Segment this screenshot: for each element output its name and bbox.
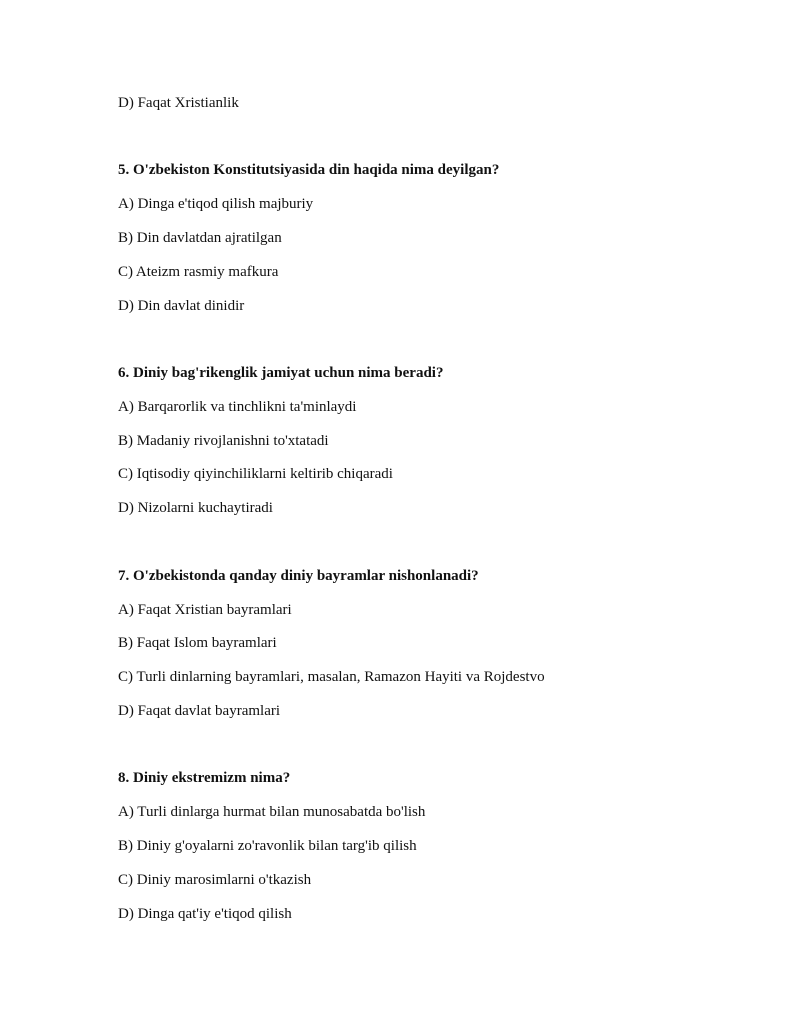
q7-option-d: D) Faqat davlat bayramlari bbox=[118, 703, 281, 719]
q8-option-b: B) Diniy g'oyalarni zo'ravonlik bilan targ'ib qilish bbox=[118, 838, 417, 854]
q6-option-a: A) Barqarorlik va tinchlikni ta'minlaydi bbox=[118, 399, 357, 415]
q6-option-c: C) Iqtisodiy qiyinchiliklarni keltirib chiqaradi bbox=[118, 466, 393, 482]
q5-option-d: D) Din davlat dinidir bbox=[118, 298, 245, 314]
q6-option-b: B) Madaniy rivojlanishni to'xtatadi bbox=[118, 433, 329, 449]
q7-option-b: B) Faqat Islom bayramlari bbox=[118, 635, 277, 651]
q8-option-a: A) Turli dinlarga hurmat bilan munosabatda bo'lish bbox=[118, 804, 426, 820]
q8-option-d: D) Dinga qat'iy e'tiqod qilish bbox=[118, 906, 292, 922]
question-5-text: 5. O'zbekiston Konstitutsiyasida din haqida nima deyilgan? bbox=[118, 162, 500, 178]
question-6-text: 6. Diniy bag'rikenglik jamiyat uchun nima beradi? bbox=[118, 365, 444, 381]
q8-option-c: C) Diniy marosimlarni o'tkazish bbox=[118, 872, 312, 888]
q5-option-b: B) Din davlatdan ajratilgan bbox=[118, 230, 282, 246]
q7-option-c: C) Turli dinlarning bayramlari, masalan, Ramazon Hayiti va Rojdestvo bbox=[118, 669, 545, 685]
q5-option-a: A) Dinga e'tiqod qilish majburiy bbox=[118, 196, 314, 212]
q5-option-c: C) Ateizm rasmiy mafkura bbox=[118, 264, 279, 280]
q7-option-a: A) Faqat Xristian bayramlari bbox=[118, 602, 292, 618]
q6-option-d: D) Nizolarni kuchaytiradi bbox=[118, 500, 273, 516]
option-line: D) Faqat Xristianlik bbox=[118, 95, 239, 111]
question-7-text: 7. O'zbekistonda qanday diniy bayramlar nishonlanadi? bbox=[118, 568, 479, 584]
question-8-text: 8. Diniy ekstremizm nima? bbox=[118, 770, 291, 786]
